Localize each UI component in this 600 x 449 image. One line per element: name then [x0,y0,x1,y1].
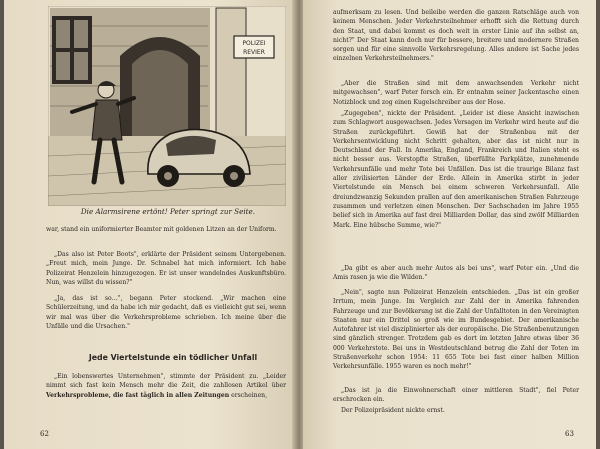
sign-text-line1: POLIZEI [242,40,266,47]
left-paragraph-1: war, stand ein uniformierter Beamter mit goldenen Litzen an der Uniform. [46,226,277,233]
left-paragraph-4-bold: Verkehrsprobleme, die fast täglich in allen Zeitungen [46,391,230,399]
left-paragraph-4-start: „Ein lobenswertes Unternehmen", stimmte der Präsident zu. „Leider nimmt sich fast kein Mensch mehr die Zeit, die zahllosen Artikel über [46,373,286,390]
right-paragraph-5: „Nein", sagte nun Polizeirat Henzelein entschieden. „Das ist ein großer Irrtum, mein Junge. Im Vergleich zur Zahl der in Amerika fahrenden Fahrzeuge und zur Bevölkerung ist die Zahl der Unfalltoten in den Vereinigten Staaten nur ein Drittel so groß wie im Bundesgebiet. Der amerikanische Autofahrer ist viel disziplinierter als der europäische. Die Straßenbenutzungen sind gänzlich strenger. Trotzdem gab es dort im letzten Jahre etwas über 36 000 Verkehrstote. Bei uns in Westdeutschland betrug die Zahl der Toten im Straßenverkehr schon 1954: 11 655 Tote bei fast einer halben Million Verkehrsunfälle. 1955 waren es noch mehr!" [333,289,579,371]
right-paragraph-6: „Das ist ja die Einwohnerschaft einer mittleren Stadt", fiel Peter erschrocken ein. [333,387,579,404]
right-paragraph-7: Der Polizeipräsident nickte ernst. [341,407,445,414]
page-number-left: 62 [40,430,49,438]
right-paragraph-2: „Aber die Straßen sind mit dem anwachsenden Verkehr nicht mitgewachsen", warf Peter forsch ein. Er entnahm seiner Jackentasche einen Notizblock und zog einen Kugelschreiber aus der Hose. [333,80,579,106]
right-paragraph-3: „Zugegeben", nickte der Präsident. „Leider ist diese Ansicht inzwischen zum Schlagwort ausgewachsen. Jedes Versagen im Verkehr wird heute auf die Straßen zurückgeführt. Gewiß hat der Straßenbau mit der Verkehrsentwicklung nicht Schritt gehalten, aber das ist nicht nur in Deutschland der Fall. In Amerika, England, Frankreich und Italien steht es nicht besser aus. Verstopfte Straßen, überfüllte Parkplätze, zunehmende Verkehrsunfälle und mehr Tote bei Unfällen. Das ist die traurige Bilanz fast aller zivilisierten Länder der Erde. Allein in Amerika stirbt in jeder Viertelstunde ein Mensch bei einem schweren Verkehrsunfall. Alle dreiundzwanzig Sekunden prallen auf den amerikanischen Straßen Fahrzeuge zusammen und verletzen einen Menschen. Der Sachschaden im Jahre 1955 belief sich in Amerika auf fast drei Milliarden Dollar, das sind zwölf Milliarden Mark. Eine hübsche Summe, wie?" [333,110,579,229]
right-paragraph-1: aufmerksam zu lesen. Und beileibe werden die ganzen Ratschläge auch von keinem Menschen. Jeder Verkehrsteilnehmer erhofft sich die Rettung durch den Staat, und dabei kommt es doch weit in erster Linie auf ihn selbst an, nicht?" Der Staat kann doch nur für bessere, breitere und modernere Straßen sorgen und für eine sinnvolle Verkehrsregelung. Alles andere ist Sache jedes einzelnen Verkehrsteilnehmers." [333,9,579,63]
sign-text-line2: REVIER [243,49,265,56]
left-page [4,0,295,449]
right-page [303,0,596,449]
left-paragraph-4 [46,372,286,400]
left-paragraph-4-end: erscheinen, [231,391,268,399]
page-number-right: 63 [565,430,574,438]
right-paragraph-4: „Da gibt es aber auch mehr Autos als bei uns", warf Peter ein. „Und die Amis rasen ja wie die Wilden." [333,265,579,282]
left-paragraph-2: „Das also ist Peter Boots", erklärte der Präsident seinem Untergebenen. „Freut mich, mein Junge. Dr. Schnabel hat mich informiert. Ich habe Polizeirat Henzelein hinzugezogen. Er ist unser wandelndes Auskunftsbüro. Nun, was willst du wissen?" [46,251,286,286]
street-scene-illustration [48,6,286,206]
left-paragraph-3: „Ja, das ist so…", begann Peter stockend. „Wir machen eine Schülerzeitung, und da habe ich mir gedacht, daß es vielleicht gut sei, wenn wir mal was über die Verkehrsprobleme schrieben. Ich meine über die Unfälle und die Ursachen." [46,295,286,330]
illustration-caption: Die Alarmsirene ertönt! Peter springt zur Seite. [80,207,256,216]
section-heading: Jede Viertelstunde ein tödlicher Unfall [88,353,258,362]
